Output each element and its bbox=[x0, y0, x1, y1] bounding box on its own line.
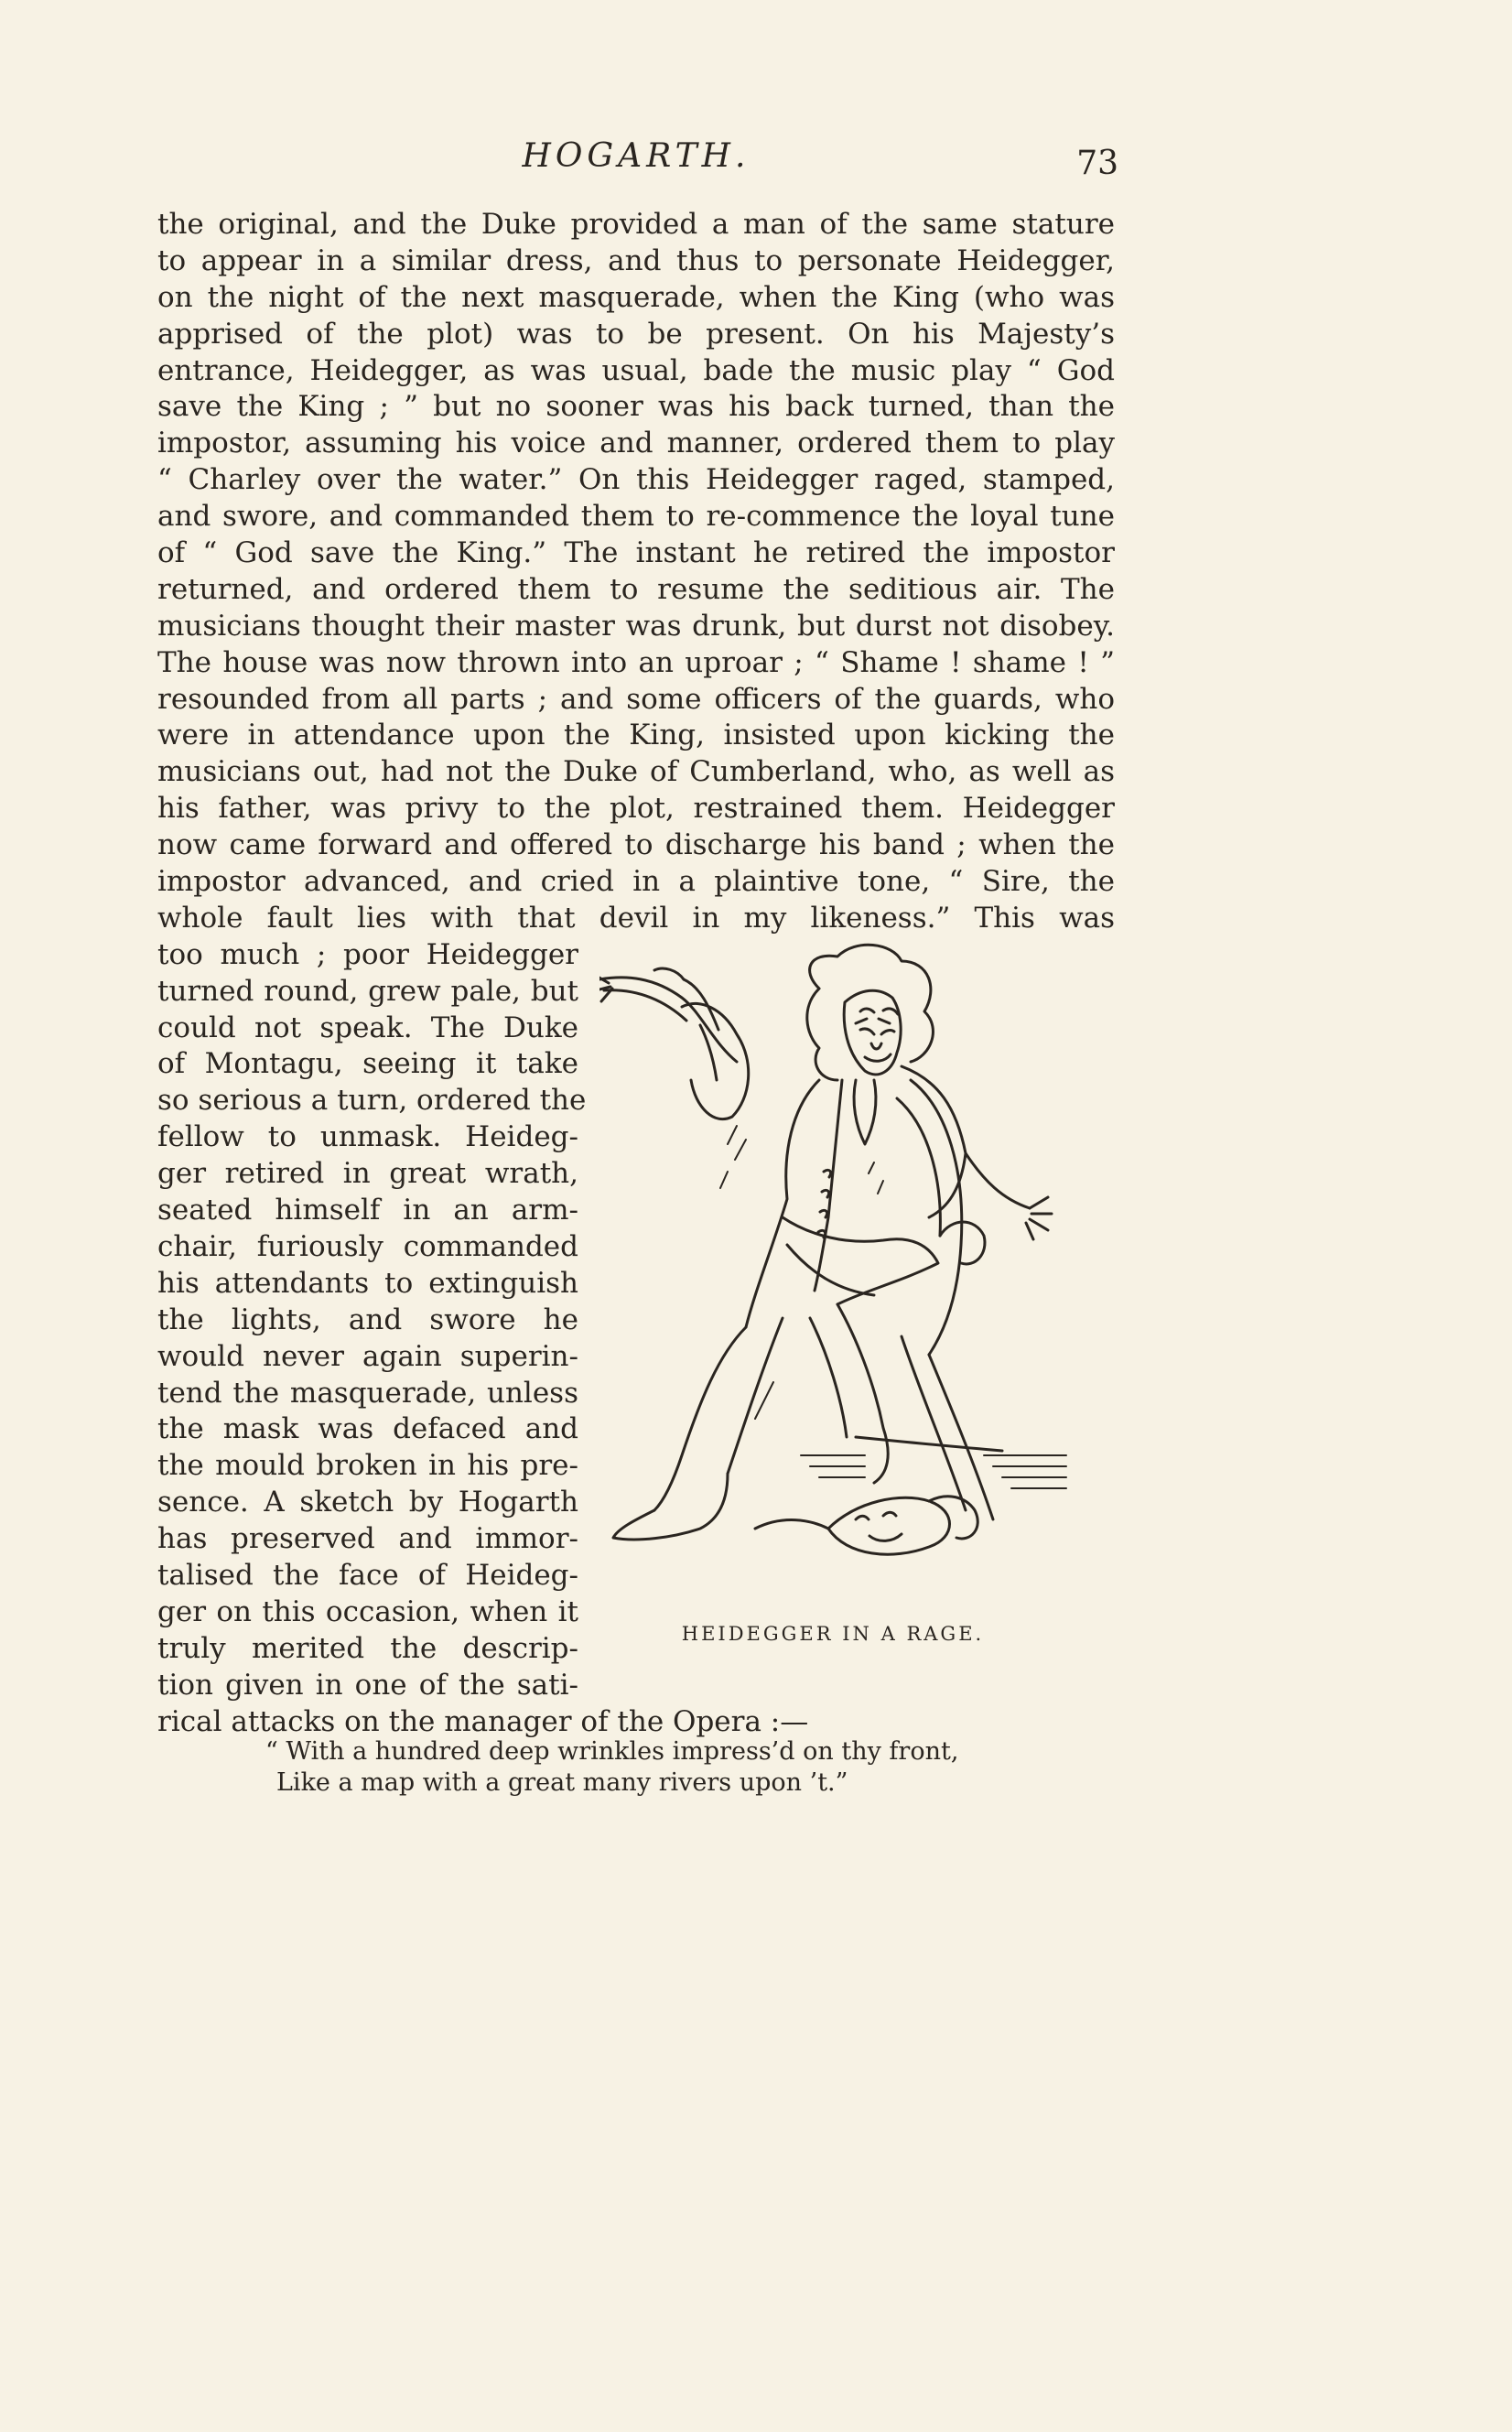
text-line: ger retired in great wrath, bbox=[157, 1157, 578, 1191]
text-line: so serious a turn, ordered the bbox=[157, 1084, 587, 1118]
text-line: returned, and ordered them to resume the seditious air. The bbox=[157, 572, 1115, 606]
text-line: turned round, grew pale, but bbox=[157, 974, 578, 1008]
text-line: now came forward and offered to discharge his band ; when the bbox=[157, 828, 1115, 862]
verse-quotation bbox=[265, 1736, 998, 1799]
text-line: the original, and the Duke provided a man of the same stature bbox=[157, 208, 1115, 241]
text-line: would never again superin- bbox=[157, 1339, 578, 1373]
text-line: impostor advanced, and cried in a plaintive tone, “ Sire, the bbox=[157, 865, 1115, 899]
text-line: tend the masquerade, unless bbox=[157, 1376, 578, 1410]
full-width-paragraph bbox=[157, 207, 1115, 937]
text-line: seated himself in an arm- bbox=[157, 1194, 578, 1227]
heidegger-engraving bbox=[599, 943, 1075, 1584]
text-line: fellow to unmask. Heideg- bbox=[157, 1120, 578, 1154]
text-line: the mask was defaced and bbox=[157, 1412, 578, 1446]
text-line: and swore, and commanded them to re-commence the loyal tune bbox=[157, 500, 1115, 534]
text-line: the lights, and swore he bbox=[157, 1302, 578, 1336]
text-line: his attendants to extinguish bbox=[157, 1266, 578, 1300]
text-line: could not speak. The Duke bbox=[157, 1011, 578, 1044]
text-line: too much ; poor Heidegger bbox=[157, 937, 578, 971]
text-line: save the King ; ” but no sooner was his back turned, than the bbox=[157, 390, 1115, 424]
text-line: impostor, assuming his voice and manner, ordered them to play bbox=[157, 427, 1115, 460]
text-line: the mould broken in his pre- bbox=[157, 1449, 578, 1483]
illustration-heidegger bbox=[599, 943, 1075, 1620]
text-line: sence. A sketch by Hogarth bbox=[157, 1486, 578, 1519]
text-line: were in attendance upon the King, insisted upon kicking the bbox=[157, 719, 1115, 752]
text-line: entrance, Heidegger, as was usual, bade the music play “ God bbox=[157, 353, 1115, 387]
text-line: apprised of the plot) was to be present. On his Majesty’s bbox=[157, 317, 1115, 351]
text-line: talised the face of Heideg- bbox=[157, 1558, 578, 1592]
quote-line-1: “ With a hundred deep wrinkles impress’d on thy front, bbox=[265, 1737, 959, 1766]
text-line: musicians out, had not the Duke of Cumberland, who, as well as bbox=[157, 755, 1115, 789]
running-title: HOGARTH. bbox=[522, 137, 751, 175]
text-line: of “ God save the King.” The instant he retired the impostor bbox=[157, 536, 1115, 570]
text-line: ger on this occasion, when it bbox=[157, 1594, 578, 1628]
text-line: resounded from all parts ; and some officers of the guards, who bbox=[157, 682, 1115, 716]
text-line: whole fault lies with that devil in my likeness.” This was bbox=[157, 901, 1115, 935]
text-line: tion given in one of the sati- bbox=[157, 1668, 578, 1702]
text-line: “ Charley over the water.” On this Heidegger raged, stamped, bbox=[157, 463, 1115, 497]
page-number: 73 bbox=[1076, 145, 1118, 182]
closing-line: rical attacks on the manager of the Opera :— bbox=[157, 1704, 809, 1738]
text-line: truly merited the descrip- bbox=[157, 1631, 578, 1665]
text-line: his father, was privy to the plot, restrained them. Heidegger bbox=[157, 792, 1115, 826]
quote-line-2: Like a map with a great many rivers upon ’t.” bbox=[276, 1768, 848, 1797]
figure-caption: HEIDEGGER IN A RAGE. bbox=[681, 1623, 985, 1645]
text-line: to appear in a similar dress, and thus to personate Heidegger, bbox=[157, 243, 1115, 277]
text-line: of Montagu, seeing it take bbox=[157, 1047, 578, 1081]
text-line: has preserved and immor- bbox=[157, 1522, 578, 1556]
text-line: on the night of the next masquerade, when the King (who was bbox=[157, 280, 1115, 314]
text-line: chair, furiously commanded bbox=[157, 1229, 578, 1263]
text-line: The house was now thrown into an uproar ; “ Shame ! shame ! ” bbox=[157, 645, 1115, 679]
text-line: musicians thought their master was drunk, but durst not disobey. bbox=[157, 609, 1115, 643]
